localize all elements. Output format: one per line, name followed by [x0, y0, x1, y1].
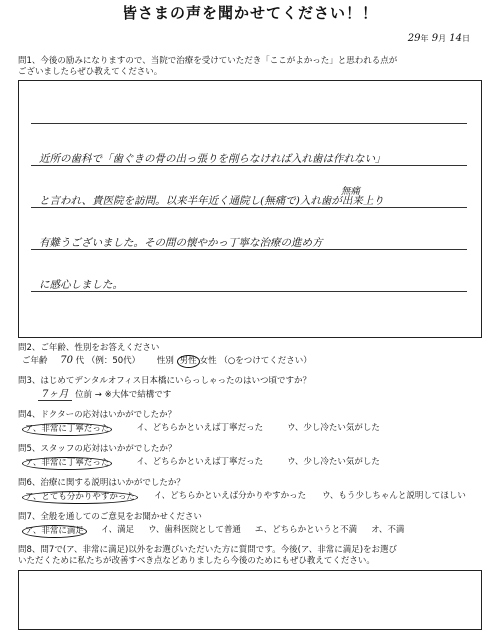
survey-date — [408, 33, 470, 44]
q6-option-b[interactable]: イ、どちらかといえば分かりやすかった — [153, 491, 307, 501]
q1-line2: ございましたらぜひ教えてください。 — [18, 67, 163, 77]
first-visit-value[interactable]: 7ヶ月 — [38, 389, 72, 401]
q6-option-a[interactable]: ア、とても分かりやすかった — [22, 491, 138, 504]
q5-options — [22, 457, 380, 470]
q8-answer-box[interactable] — [18, 570, 482, 630]
q4-option-b[interactable]: イ、どちらかといえば丁寧だった — [136, 423, 264, 433]
q4-option-c[interactable]: ウ、少し冷たい気がした — [287, 423, 380, 433]
date-day: 14 — [449, 33, 462, 44]
q7-question: 問7、全般を通してのご意見をお聞かせください — [18, 512, 202, 522]
page-title: 皆さまの声を聞かせてください！！ — [121, 4, 378, 22]
date-year-unit: 年 — [420, 34, 429, 43]
q1-answer-line: と言われ、貴医院を訪問。以来半年近く通院し(無痛で)入れ歯が出来上り — [39, 195, 384, 207]
q5-question: 問5、スタッフの応対はいかがでしたか？ — [18, 444, 177, 454]
gender-female-option[interactable]: 女性 — [199, 356, 217, 366]
q7-option-d[interactable]: エ、どちらかというと不満 — [254, 525, 358, 535]
q1-question — [18, 56, 397, 78]
date-day-unit: 日 — [462, 34, 470, 43]
date-month: 9 — [431, 33, 439, 44]
q4-options — [22, 423, 380, 436]
q1-answer-box[interactable] — [18, 80, 482, 338]
q1-line1: 問1、今後の励みになりますので、当院で治療を受けていただき「ここがよかった」と思われる点が — [18, 56, 398, 66]
age-suffix: 代 （例：50代） — [75, 356, 141, 366]
q5-option-c[interactable]: ウ、少し冷たい気がした — [287, 457, 380, 467]
q4-option-a[interactable]: ア、非常に丁寧だった — [22, 423, 112, 436]
date-year: 29 — [407, 33, 421, 44]
q1-answer-line: に感心しました。 — [39, 279, 123, 291]
q7-option-b[interactable]: イ、満足 — [100, 525, 135, 535]
q7-option-a[interactable]: ア、非常に満足 — [22, 525, 87, 538]
gender-note: （○をつけてください） — [219, 356, 312, 366]
q1-answer-line: 近所の歯科で「歯ぐきの骨の出っ張りを削らなければ入れ歯は作れない」 — [39, 153, 386, 165]
age-label: ご年齢 — [22, 356, 48, 366]
q7-option-e[interactable]: オ、不満 — [371, 525, 405, 535]
gender-label: 性別 — [156, 356, 174, 366]
first-visit-suffix: 位前 → ※大体で結構です — [75, 390, 172, 400]
q6-question: 問6、治療に関する説明はいかがでしたか？ — [18, 478, 185, 488]
q2-question: 問2、ご年齢、性別をお答えください — [18, 343, 160, 353]
q7-options — [22, 525, 404, 538]
q5-option-a[interactable]: ア、非常に丁寧だった — [22, 457, 112, 470]
gender-male-option[interactable]: 男性 — [177, 355, 200, 368]
q6-options — [22, 491, 466, 504]
ruled-line — [31, 123, 467, 124]
q6-option-c[interactable]: ウ、もう少しちゃんと説明してほしい — [322, 491, 466, 501]
q1-insert-word: 無痛 — [341, 186, 361, 197]
q4-question: 問4、ドクターの応対はいかがでしたか？ — [18, 410, 177, 420]
date-month-unit: 月 — [438, 34, 447, 43]
q8-question — [18, 545, 397, 567]
q8-line2: いただくために私たちが改善すべき点などありましたら今後のためにもぜひ教えてください。 — [18, 556, 375, 566]
q5-option-b[interactable]: イ、どちらかといえば丁寧だった — [136, 457, 264, 467]
q3-answer — [38, 389, 171, 401]
q1-answer-line: 有難うございました。その間の懐やかっ丁寧な治療の進め方 — [39, 237, 323, 249]
q7-option-c[interactable]: ウ、歯科医院として普通 — [148, 525, 241, 535]
q2-answer — [22, 355, 312, 368]
q3-question: 問3、はじめてデンタルオフィス日本橋にいらっしゃったのはいつ頃ですか？ — [18, 376, 311, 386]
q8-line1: 問8、問7で(ア、非常に満足)以外をお選びいただいた方に質問です。今後(ア、非常に満足)をお選び — [18, 545, 398, 555]
age-value[interactable]: 70 — [60, 355, 73, 366]
